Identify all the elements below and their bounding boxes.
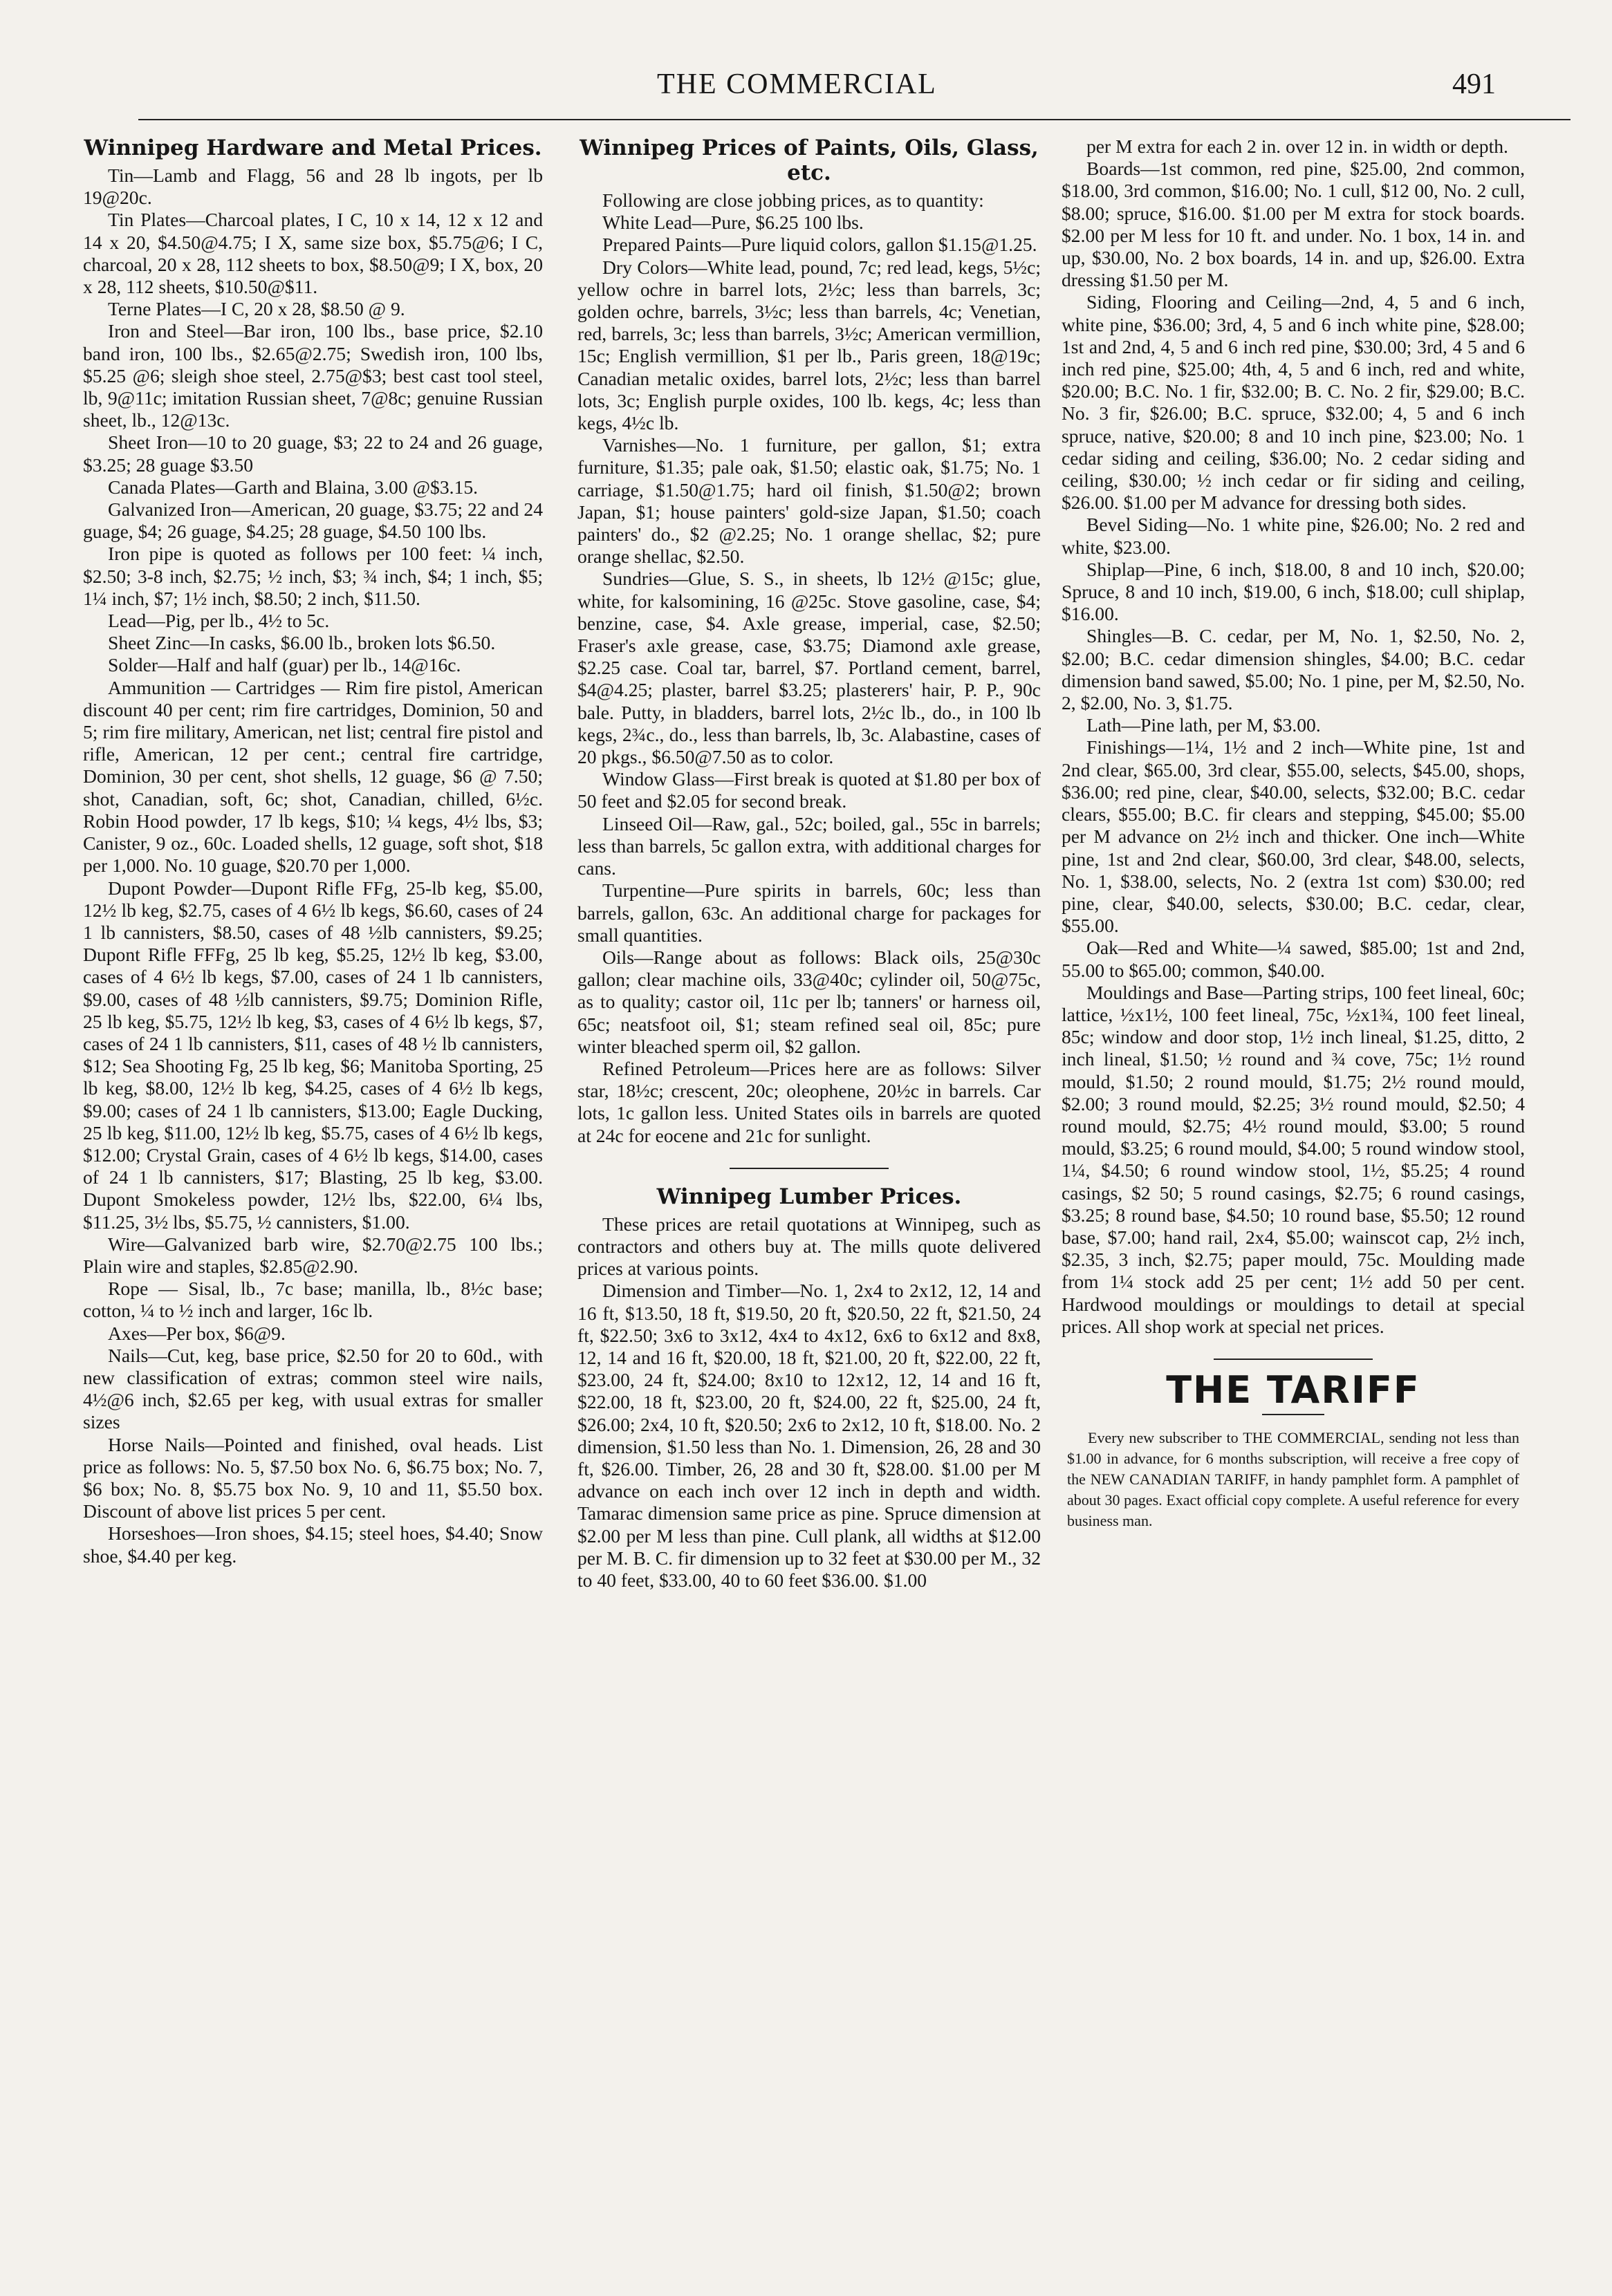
price-entry: White Lead—Pure, $6.25 100 lbs.	[602, 212, 864, 234]
lumber-prices-title: Winnipeg Lumber Prices.	[656, 1184, 962, 1209]
hardware-price-list	[83, 165, 543, 1567]
header-rule	[138, 119, 1571, 120]
section-divider	[1214, 1359, 1373, 1360]
price-entry: Sheet Zinc—In casks, $6.00 lb., broken lots $6.50.	[108, 632, 496, 654]
price-entry: Iron pipe is quoted as follows per 100 feet: ¼ inch, $2.50; 3-8 inch, $2.75; ½ inch, $3; ¾ inch, $4; 1 inch, $5; 1¼ inch, $7; 1½ inch, $8.50; 2 inch, $11.50.	[83, 543, 543, 609]
price-entry: Tin Plates—Charcoal plates, I C, 10 x 14, 12 x 12 and 14 x 20, $4.50@4.75; I X, same size box, $5.75@6; I C, charcoal, 20 x 28, 112 sheets to box, $8.50@9; I X, box, 20 x 28, 112 sheets, $10.50@$11.	[83, 209, 543, 298]
price-entry: Refined Petroleum—Prices here are as follows: Silver star, 18½c; crescent, 20c; oleophene, 20½c in barrels. Car lots, 1c gallon less. United States oils in barrels are quoted at 24c for eocene and 21c for sunlight.	[577, 1057, 1041, 1146]
tariff-title: THE TARIFF	[1166, 1368, 1420, 1412]
price-entry: Iron and Steel—Bar iron, 100 lbs., base price, $2.10 band iron, 100 lbs., $2.65@2.75; Swedish iron, 100 lbs, $5.25 @6; sleigh shoe steel, 2.75@$3; best cast tool steel, lb, 9@11c; imitation Russian sheet, 7@8c; genuine Russian sheet, lb., 12@13c.	[83, 320, 543, 431]
price-entry: Rope — Sisal, lb., 7c base; manilla, lb., 8½c base; cotton, ¼ to ½ inch and larger, 16c lb.	[83, 1278, 543, 1322]
price-entry: Dupont Powder—Dupont Rifle FFg, 25-lb keg, $5.00, 12½ lb keg, $2.75, cases of 4 6½ lb kegs, $6.60, cases of 24 1 lb cannisters, $8.50, cases of 48 ½lb cannisters, $9.25; Dupont Rifle FFFg, 25 lb keg, $5.25, 12½ lb keg, $3.00, cases of 4 6½ lb kegs, $7.00, cases of 24 1 lb cannisters, $9.00, cases of 48 ½lb cannisters, $9.75; Dominion Rifle, 25 lb keg, $5.75, 12½ lb keg, $3, cases of 4 6½ lb kegs, $7, cases of 24 1 lb cannisters, $11, cases of 48 ½ lb cannisters, $12; Sea Shooting Fg, 25 lb keg, $6; Manitoba Sporting, 25 lb keg, $8.00, 12½ lb keg, $4.25, cases of 4 6½ lb kegs, $9.00; cases of 24 1 lb cannisters, $13.00; Eagle Ducking, 25 lb keg, $11.00, 12½ lb keg, $5.75, cases of 4 6½ lb kegs, $12.00; Crystal Grain, cases of 4 6½ lb kegs, $14.00, cases of 24 1 lb cannisters, $17; Blasting, 25 lb keg, $3.00. Dupont Smokeless powder, 12½ lbs, $22.00, 6¼ lbs, $11.25, 3½ lbs, $5.75, ½ cannisters, $1.00.	[83, 877, 543, 1233]
tariff-rule	[1262, 1414, 1324, 1415]
price-entry: Ammunition — Cartridges — Rim fire pistol, American discount 40 per cent; rim fire cartridges, Dominion, 50 and 5; rim fire military, American, net list; central fire pistol and rifle, American, 12 per cent.; central fire cartridge, Dominion, 30 per cent, shot shells, 12 guage, $6 @ 7.50; shot, Canadian, soft, 6c; shot, Canadian, chilled, 6½c. Robin Hood powder, 17 lb kegs, $10; ¼ kegs, 4½ lbs, $3; Canister, 9 oz., 60c. Loaded shells, 12 guage, soft shot, $18 per 1,000. No. 10 guage, $20.70 per 1,000.	[83, 676, 543, 877]
price-entry: Mouldings and Base—Parting strips, 100 feet lineal, 60c; lattice, ½x1½, 100 feet lineal, 75c, ½x1¾, 100 feet lineal, 85c; window and door stop, 1½ inch lineal, $1.25, ditto, 2 inch lineal, $1.50; ½ round and ¾ cove, 75c; 1½ round mould, $1.50; 2 round mould, $1.75; 2½ round mould, $2.00; 3 round mould, $2.25; 3½ round mould, $2.50; 4 round mould, $2.75; 4½ round mould, $3.00; 5 round mould, $3.25; 6 round mould, $4.00; 5 round window stool, 1¼, $4.50; 6 round window stool, 1½, $5.25; 4 round casings, $2 50; 5 round casings, $2.75; 6 round casings, $3.25; 8 round base, $4.50; 10 round base, $5.50; 12 round base, $7.00; hand rail, 2x4, $5.00; wainscot cap, 2½ inch, $2.35, 3 inch, $2.75; paper mould, 75c. Moulding made from 1¼ stock add 25 per cent; 1½ add 50 per cent. Hardwood mouldings or mouldings to detail at special prices. All shop work at special net prices.	[1062, 981, 1525, 1337]
price-entry: Horse Nails—Pointed and finished, oval heads. List price as follows: No. 5, $7.50 box No. 6, $6.75 box; No. 7, $6 box; No. 8, $5.75 box No. 9, 10 and 11, $5.50 box. Discount of above list prices 5 per cent.	[83, 1433, 543, 1522]
price-entry: Shingles—B. C. cedar, per M, No. 1, $2.50, No. 2, $2.00; B.C. cedar dimension shingles, $4.00; B.C. cedar dimension band sawed, $5.00; No. 1 pine, per M, $2.50, No. 2, $2.00, No. 3, $1.75.	[1062, 625, 1525, 714]
price-entry: Shiplap—Pine, 6 inch, $18.00, 8 and 10 inch, $20.00; Spruce, 8 and 10 inch, $19.00, 6 inch, $18.00; cull shiplap, $16.00.	[1062, 558, 1525, 625]
paints-prices-title: Winnipeg Prices of Paints, Oils, Glass, etc.	[580, 136, 1039, 185]
price-entry: Oak—Red and White—¼ sawed, $85.00; 1st and 2nd, 55.00 to $65.00; common, $40.00.	[1062, 937, 1525, 981]
price-entry: Window Glass—First break is quoted at $1.80 per box of 50 feet and $2.05 for second break.	[577, 768, 1041, 812]
price-entry: Varnishes—No. 1 furniture, per gallon, $1; extra furniture, $1.35; pale oak, $1.50; elastic oak, $1.75; No. 1 carriage, $1.50@1.75; hard oil finish, $1.50@2; brown Japan, $1; house painters' gold-size Japan, $1.50; coach painters' do., $2 @2.25; No. 1 orange shellac, $2; pure orange shellac, $2.50.	[577, 434, 1041, 568]
lumber-price-list	[577, 1213, 1041, 1592]
price-entry: Nails—Cut, keg, base price, $2.50 for 20 to 60d., with new classification of extras; common steel wire nails, 4½@6 inch, $2.65 per keg, with usual extras for smaller sizes	[83, 1344, 543, 1433]
price-entry: Canada Plates—Garth and Blaina, 3.00 @$3.15.	[108, 476, 479, 498]
price-entry: Finishings—1¼, 1½ and 2 inch—White pine, 1st and 2nd clear, $65.00, 3rd clear, $55.00, selects, $45.00, shops, $36.00; red pine, clear, $40.00, selects, $32.00; B.C. cedar clears, $55.00; B.C. fir clears and stepping, $45.00; $5.00 per M advance on 2½ inch and thicker. One inch—White pine, 1st and 2nd clear, $60.00, 3rd clear, $48.00, selects, No. 1, $38.00, selects, No. 2 (extra 1st com) $30.00; red pine, clear, $40.00, selects, $30.00; B.C. cedar, clear, $55.00.	[1062, 736, 1525, 937]
price-entry: Horseshoes—Iron shoes, $4.15; steel hoes, $4.40; Snow shoe, $4.40 per keg.	[83, 1522, 543, 1567]
price-entry: Galvanized Iron—American, 20 guage, $3.75; 22 and 24 guage, $4; 26 guage, $4.25; 28 guage, $4.50 100 lbs.	[83, 498, 543, 543]
price-entry: These prices are retail quotations at Winnipeg, such as contractors and others buy at. The mills quote delivered prices at various points.	[577, 1213, 1041, 1280]
price-entry: Boards—1st common, red pine, $25.00, 2nd common, $18.00, 3rd common, $16.00; No. 1 cull, $12 00, No. 2 cull, $8.00; spruce, $16.00. $1.00 per M extra for stock boards. $2.00 per M less for 10 ft. and under. No. 1 box, 14 in. and up, $30.00, No. 2 box boards, 14 in. and up, $26.00. Extra dressing $1.50 per M.	[1062, 158, 1525, 291]
running-head: THE COMMERCIAL	[657, 68, 937, 100]
price-entry: Following are close jobbing prices, as to quantity:	[602, 189, 984, 211]
paints-price-list	[577, 189, 1041, 1147]
price-entry: Siding, Flooring and Ceiling—2nd, 4, 5 and 6 inch, white pine, $36.00; 3rd, 4, 5 and 6 inch white pine, $28.00; 1st and 2nd, 4, 5 and 6 inch red pine, $30.00; 3rd, 4 5 and 6 inch red pine, $25.00; 4th, 4, 5 and 6 inch, red and white, $20.00; B.C. No. 1 fir, $32.00; B. C. No. 2 fir, $29.00; B.C. No. 3 fir, $26.00; B.C. spruce, $32.00; 4, 5 and 6 inch spruce, native, $20.00; 8 and 10 inch pine, $23.00; No. 1 cedar siding and ceiling, $36.00; No. 2 cedar siding and ceiling, $30.00; ½ inch cedar or fir siding and ceiling, $26.00. $1.00 per M advance for dressing both sides.	[1062, 291, 1525, 514]
column-lumber-continued	[1062, 136, 1525, 1531]
price-entry: Sheet Iron—10 to 20 guage, $3; 22 to 24 and 26 guage, $3.25; 28 guage $3.50	[83, 431, 543, 476]
price-entry: Prepared Paints—Pure liquid colors, gallon $1.15@1.25.	[602, 234, 1037, 256]
price-entry: Oils—Range about as follows: Black oils, 25@30c gallon; clear machine oils, 33@40c; cylinder oil, 50@75c, as to quality; castor oil, 11c per lb; tanners' or harness oil, 65c; neatsfoot oil, $1; steam refined seal oil, 85c; pure winter bleached sperm oil, $2 gallon.	[577, 946, 1041, 1057]
column-hardware-prices	[83, 136, 543, 1567]
price-entry: Dry Colors—White lead, pound, 7c; red lead, kegs, 5½c; yellow ochre in barrel lots, 2½c; less than barrels, 3c; golden ochre, barrels, 3½c; less than barrels, 4c; Venetian, red, barrels, 3c; less than barrels, 3½c; American vermillion, 15c; English vermillion, $1 per lb., Paris green, 18@19c; Canadian metalic oxides, barrel lots, 2½c; less than barrel lots, 3c; English purple oxides, 100 lb. kegs, 4c; less than kegs, 4½c lb.	[577, 256, 1041, 434]
column-paints-and-lumber	[577, 136, 1041, 1592]
price-entry: Turpentine—Pure spirits in barrels, 60c; less than barrels, gallon, 63c. An additional charge for packages for small quantities.	[577, 879, 1041, 946]
hardware-prices-title: Winnipeg Hardware and Metal Prices.	[84, 136, 542, 160]
price-entry: Bevel Siding—No. 1 white pine, $26.00; No. 2 red and white, $23.00.	[1062, 514, 1525, 558]
section-divider	[730, 1168, 889, 1169]
price-entry: Lead—Pig, per lb., 4½ to 5c.	[108, 610, 330, 632]
price-entry: Sundries—Glue, S. S., in sheets, lb 12½ @15c; glue, white, for kalsomining, 16 @25c. Stove gasoline, case, $4; benzine, case, $4. Axle grease, imperial, case, $2.50; Fraser's axle grease, case, $3.75; Diamond axle grease, $2.25 case. Coal tar, barrel, $7. Portland cement, barrel, $4@4.25; plaster, barrel $3.25; plasterers' hair, P. P., 90c bale. Putty, in bladders, barrel lots, 2½c lb., do., in 100 lb kegs, 2¾c., do., less than barrels, lb, 3c. Alabastine, cases of 20 pkgs., $6.50@7.50 as to color.	[577, 568, 1041, 768]
price-entry: Tin—Lamb and Flagg, 56 and 28 lb ingots, per lb 19@20c.	[83, 165, 543, 209]
lumber-continued-list	[1062, 136, 1525, 1338]
price-entry: per M extra for each 2 in. over 12 in. in width or depth.	[1086, 136, 1508, 157]
price-entry: Dimension and Timber—No. 1, 2x4 to 2x12, 12, 14 and 16 ft, $13.50, 18 ft, $19.50, 20 ft, $20.50, 22 ft, $21.50, 24 ft, $22.50; 3x6 to 3x12, 4x4 to 4x12, 6x6 to 6x12 and 8x8, 12, 14 and 16 ft, $20.00, 18 ft, $21.00, 20 ft, $22.00, 22 ft, $23.00, 24 ft, $24.00; 8x10 to 12x12, 12, 14 and 16 ft, $22.00, 18 ft, $23.00, 20 ft, $24.00, 22 ft, $25.00, 24 ft, $26.00; 2x4, 10 ft, $20.50; 2x6 to 2x12, 10 ft, $18.00. No. 2 dimension, $1.50 less than No. 1. Dimension, 26, 28 and 30 ft, $26.00. Timber, 26, 28 and 30 ft, $28.00. $1.00 per M advance on each inch over 12 inch in depth and width. Tamarac dimension same price as pine. Spruce dimension at $2.00 per M less than pine. Cull plank, all widths at $12.00 per M. B. C. fir dimension up to 32 feet at $30.00 per M., 32 to 40 feet, $33.00, 40 to 60 feet $36.00. $1.00	[577, 1280, 1041, 1591]
price-entry: Wire—Galvanized barb wire, $2.70@2.75 100 lbs.; Plain wire and staples, $2.85@2.90.	[83, 1233, 543, 1277]
price-entry: Terne Plates—I C, 20 x 28, $8.50 @ 9.	[108, 298, 405, 320]
page-number: 491	[1452, 68, 1496, 100]
price-entry: Axes—Per box, $6@9.	[108, 1322, 286, 1344]
price-entry: Lath—Pine lath, per M, $3.00.	[1086, 714, 1321, 736]
tariff-notice: Every new subscriber to THE COMMERCIAL, sending not less than $1.00 in advance, for 6 months subscription, will receive a free copy of the NEW CANADIAN TARIFF, in handy pamphlet form. A pamphlet of about 30 pages. Exact official copy complete. A useful reference for every business man.	[1067, 1429, 1519, 1530]
price-entry: Solder—Half and half (guar) per lb., 14@16c.	[108, 654, 461, 676]
price-entry: Linseed Oil—Raw, gal., 52c; boiled, gal., 55c in barrels; less than barrels, 5c gallon extra, with additional charges for cans.	[577, 812, 1041, 879]
